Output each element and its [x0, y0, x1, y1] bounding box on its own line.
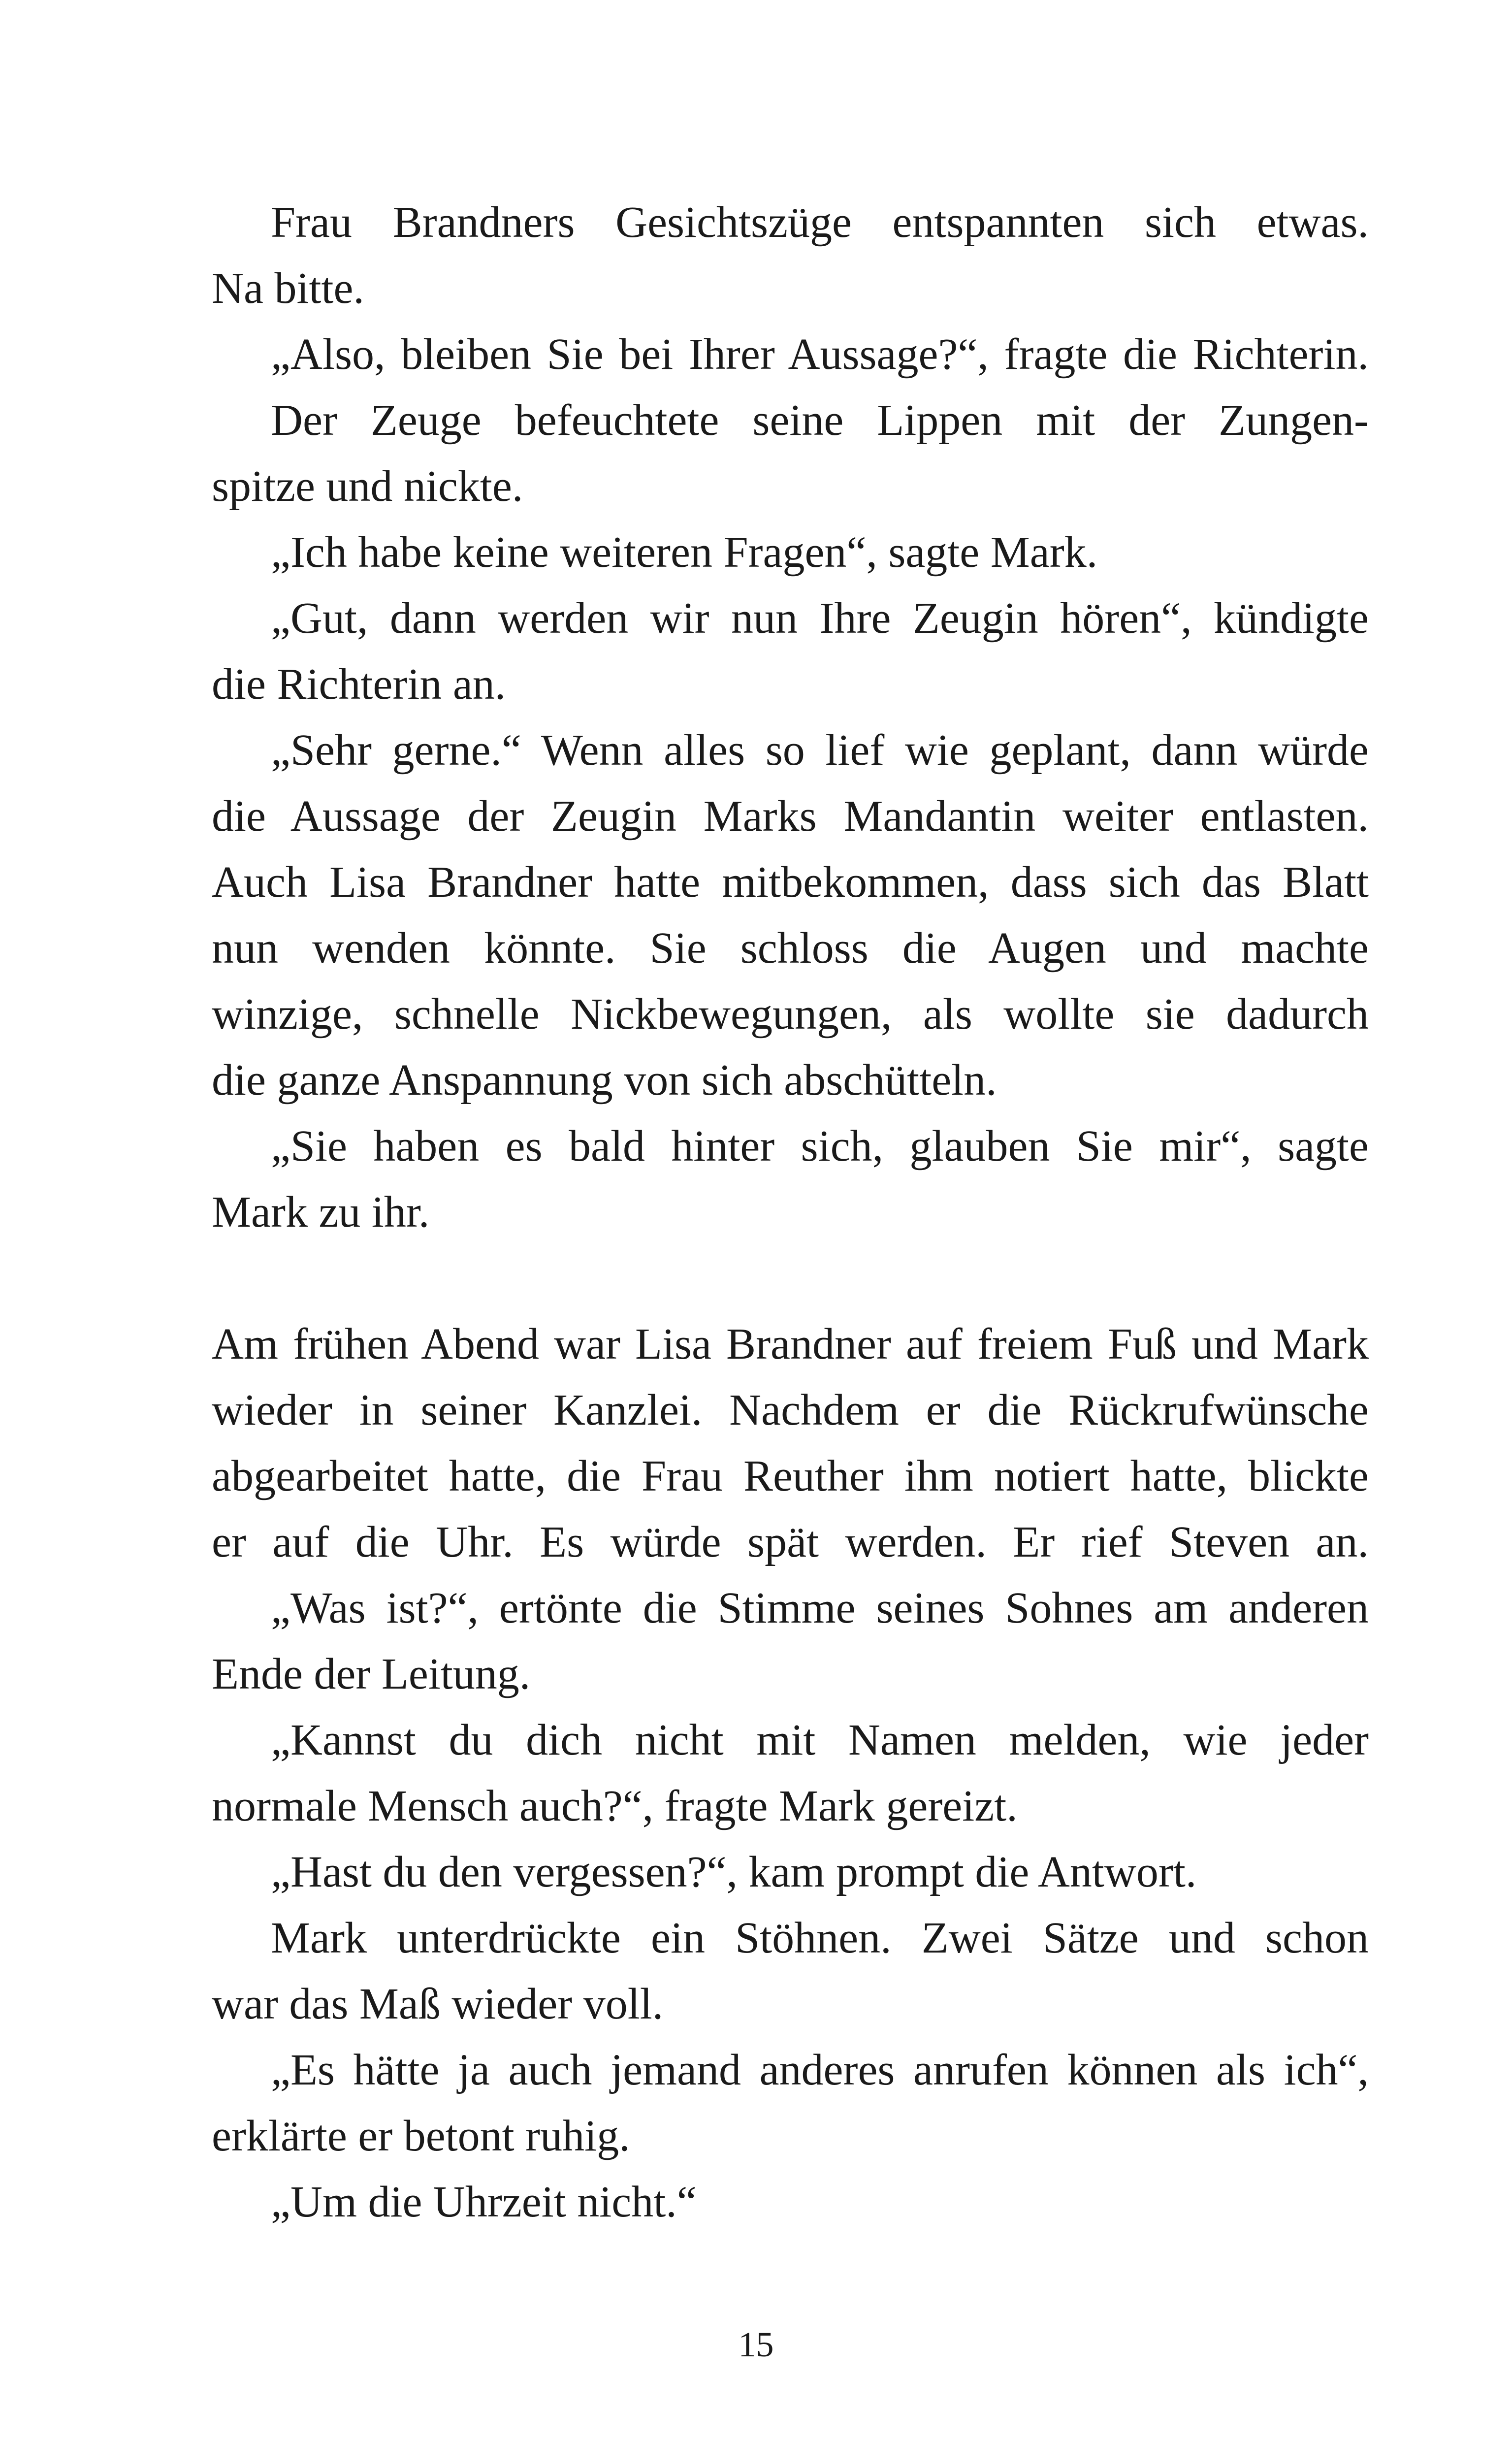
text-line: abgearbeitet hatte, die Frau Reuther ihm notiert hatte, blickte	[212, 1452, 1369, 1500]
text-line: „Was ist?“, ertönte die Stimme seines Sohnes am anderen	[271, 1584, 1369, 1632]
body-text	[212, 190, 1369, 2235]
text-line: spitze und nickte.	[212, 462, 523, 511]
text-line: „Sehr gerne.“ Wenn alles so lief wie geplant, dann würde	[271, 726, 1369, 775]
text-line: winzige, schnelle Nickbewegungen, als wollte sie dadurch	[212, 990, 1369, 1039]
text-line: „Ich habe keine weiteren Fragen“, sagte Mark.	[271, 528, 1098, 577]
text-line: „Um die Uhrzeit nicht.“	[271, 2178, 697, 2226]
text-line: Mark unterdrückte ein Stöhnen. Zwei Sätze und schon	[271, 1914, 1369, 1962]
text-line: „Gut, dann werden wir nun Ihre Zeugin hören“, kündigte	[271, 594, 1369, 643]
text-line: „Es hätte ja auch jemand anderes anrufen können als ich“,	[271, 2046, 1369, 2094]
text-line: Ende der Leitung.	[212, 1650, 531, 1698]
text-line: erklärte er betont ruhig.	[212, 2112, 630, 2160]
section-break	[212, 1245, 1369, 1311]
text-line: „Sie haben es bald hinter sich, glauben Sie mir“, sagte	[271, 1122, 1369, 1171]
text-line: wieder in seiner Kanzlei. Nachdem er die Rückrufwünsche	[212, 1386, 1369, 1434]
text-line: „Kannst du dich nicht mit Namen melden, wie jeder	[271, 1716, 1369, 1764]
text-line: war das Maß wieder voll.	[212, 1980, 664, 2028]
text-line: „Hast du den vergessen?“, kam prompt die Antwort.	[271, 1848, 1197, 1896]
text-line: er auf die Uhr. Es würde spät werden. Er rief Steven an.	[212, 1518, 1369, 1566]
text-line: Mark zu ihr.	[212, 1188, 430, 1237]
text-line: Am frühen Abend war Lisa Brandner auf freiem Fuß und Mark	[212, 1320, 1369, 1368]
text-line: Der Zeuge befeuchtete seine Lippen mit der Zungen-	[271, 396, 1369, 445]
text-line: Na bitte.	[212, 264, 364, 313]
page-number: 15	[738, 2325, 774, 2364]
text-line: Auch Lisa Brandner hatte mitbekommen, dass sich das Blatt	[212, 858, 1369, 907]
text-line: die ganze Anspannung von sich abschütteln.	[212, 1056, 997, 1105]
text-line: Frau Brandners Gesichtszüge entspannten sich etwas.	[271, 198, 1369, 247]
text-line: nun wenden könnte. Sie schloss die Augen und machte	[212, 924, 1369, 973]
text-line: „Also, bleiben Sie bei Ihrer Aussage?“, fragte die Richterin.	[271, 330, 1369, 379]
text-line: die Richterin an.	[212, 660, 506, 709]
text-line: normale Mensch auch?“, fragte Mark gereizt.	[212, 1782, 1018, 1830]
text-line: die Aussage der Zeugin Marks Mandantin weiter entlasten.	[212, 792, 1369, 841]
